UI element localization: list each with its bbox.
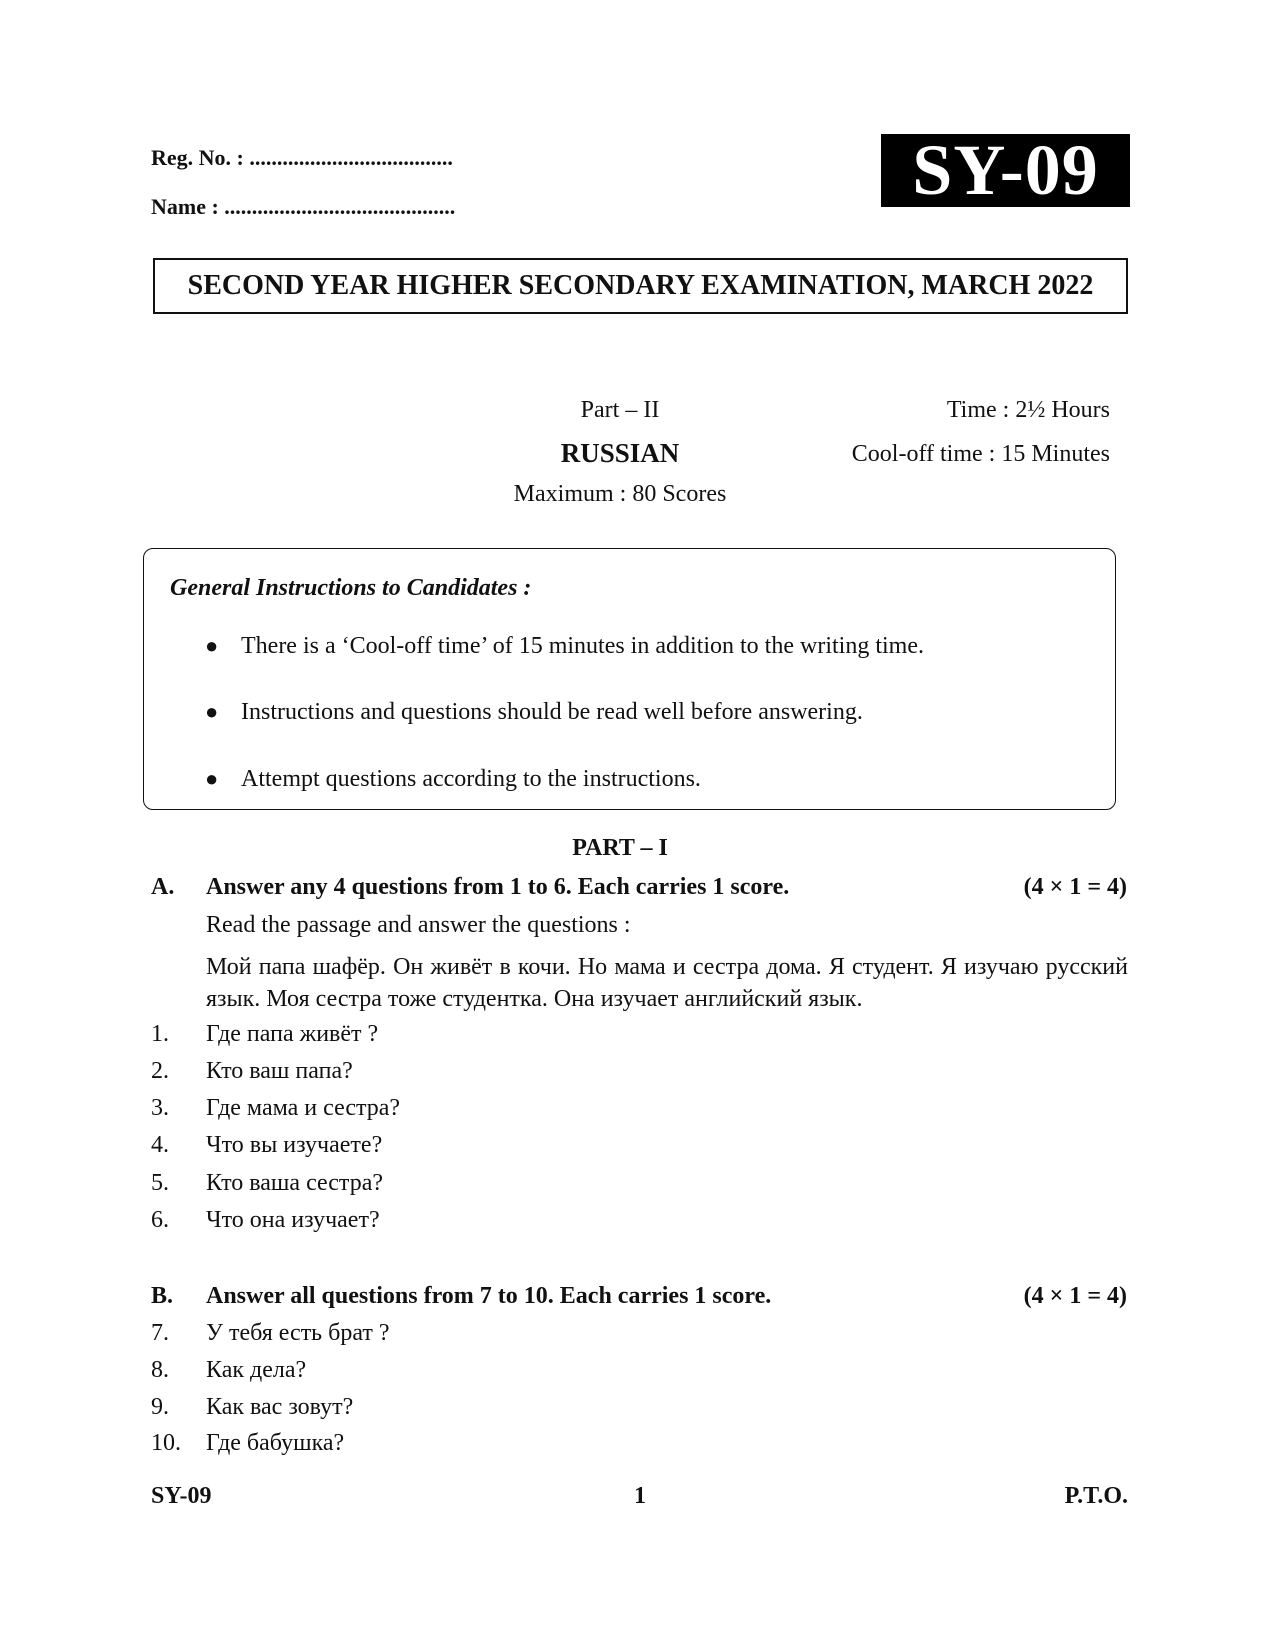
instruction-text: There is a ‘Cool-off time’ of 15 minutes in addition to the writing time. (241, 633, 924, 659)
question-number: 7. (151, 1320, 169, 1346)
subject-title: RUSSIAN (560, 438, 680, 468)
section-b-instruction: Answer all questions from 7 to 10. Each carries 1 score. (206, 1283, 772, 1309)
question-text: Где мама и сестра? (206, 1095, 401, 1121)
maximum-score: Maximum : 80 Scores (513, 481, 727, 507)
question-text: Где папа живёт ? (206, 1021, 379, 1047)
question-number: 9. (151, 1394, 169, 1420)
bullet-icon: ● (205, 766, 219, 791)
question-number: 3. (151, 1095, 169, 1121)
section-a-letter: A. (151, 874, 175, 900)
question-text: Кто ваша сестра? (206, 1170, 383, 1196)
bullet-icon: ● (205, 699, 219, 724)
passage-prompt: Read the passage and answer the questions : (206, 912, 631, 938)
question-number: 10. (151, 1430, 181, 1456)
section-a-marks: (4 × 1 = 4) (1023, 874, 1127, 900)
instructions-heading: General Instructions to Candidates : (170, 575, 532, 601)
instruction-text: Attempt questions according to the instructions. (241, 766, 701, 792)
footer-paper-code: SY-09 (151, 1483, 212, 1509)
time-allowed: Time : 2½ Hours (946, 397, 1110, 423)
instruction-text: Instructions and questions should be read well before answering. (241, 699, 863, 725)
instruction-item (205, 633, 1105, 663)
reg-no-field: Reg. No. : ..................................... (151, 145, 453, 170)
name-field: Name : .......................................... (151, 194, 456, 219)
reading-passage: Мой папа шафёр. Он живёт в кочи. Но мама и сестра дома. Я студент. Я изучаю русский язык. Моя сестра тоже студентка. Она изучает английский язык. (206, 954, 1128, 1012)
question-number: 1. (151, 1021, 169, 1047)
question-number: 4. (151, 1132, 169, 1158)
question-number: 2. (151, 1058, 169, 1084)
question-number: 6. (151, 1207, 169, 1233)
instruction-item (205, 766, 1105, 796)
section-a-instruction: Answer any 4 questions from 1 to 6. Each carries 1 score. (206, 874, 790, 900)
part-heading: PART – I (572, 835, 668, 861)
question-number: 5. (151, 1170, 169, 1196)
section-b-marks: (4 × 1 = 4) (1023, 1283, 1127, 1309)
instruction-item (205, 699, 1105, 729)
part-label: Part – II (580, 397, 660, 423)
paper-code-badge: SY-09 (881, 134, 1130, 207)
please-turn-over: P.T.O. (1064, 1483, 1128, 1509)
question-number: 8. (151, 1357, 169, 1383)
page-number: 1 (634, 1483, 646, 1509)
question-text: Как дела? (206, 1357, 307, 1383)
bullet-icon: ● (205, 633, 219, 658)
question-text: Что она изучает? (206, 1207, 380, 1233)
question-text: Кто ваш папа? (206, 1058, 353, 1084)
question-text: У тебя есть брат ? (206, 1320, 390, 1346)
cool-off-time: Cool-off time : 15 Minutes (851, 441, 1110, 467)
question-text: Где бабушка? (206, 1430, 345, 1456)
exam-title: SECOND YEAR HIGHER SECONDARY EXAMINATION, MARCH 2022 (153, 258, 1128, 314)
question-text: Как вас зовут? (206, 1394, 354, 1420)
question-text: Что вы изучаете? (206, 1132, 383, 1158)
section-b-letter: B. (151, 1283, 174, 1309)
